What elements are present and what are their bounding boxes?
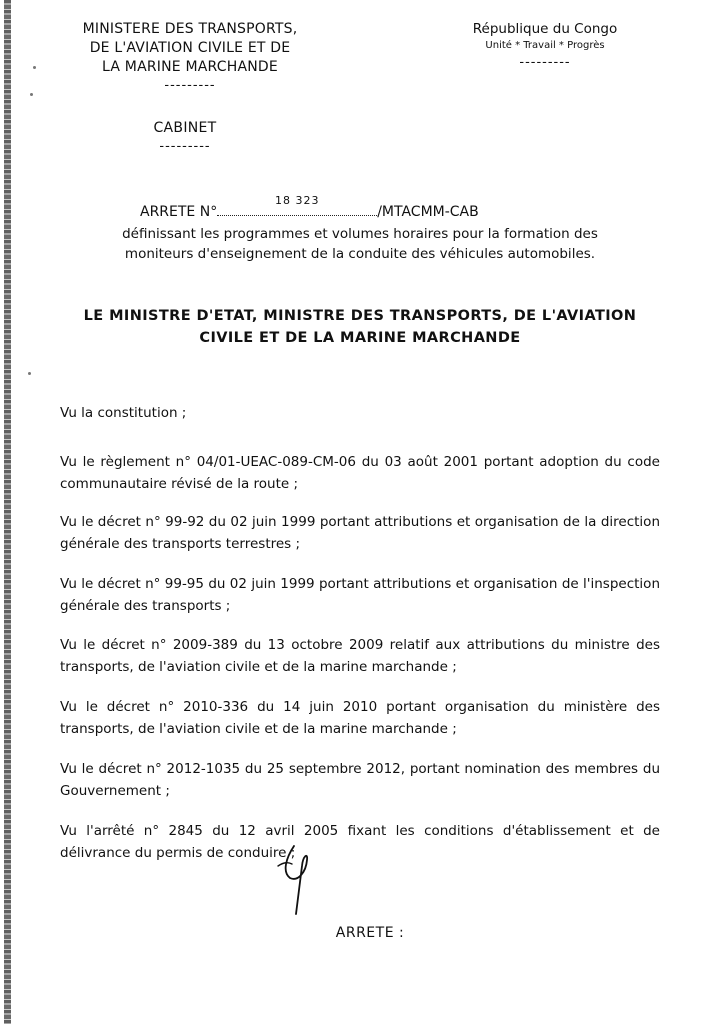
visa-paragraph: Vu le décret n° 2012-1035 du 25 septembre 2012, portant nomination des membres du Gouvernement ;	[60, 761, 660, 799]
scan-speck	[33, 66, 36, 69]
decree-number: 18 323	[274, 194, 320, 207]
visa-paragraph: Vu le décret n° 2009-389 du 13 octobre 2009 relatif aux attributions du ministre des transports, de l'aviation civile et de la marine marchande ;	[60, 637, 660, 675]
decree-number-field	[217, 194, 377, 216]
ministry-line: MINISTERE DES TRANSPORTS,	[82, 21, 298, 37]
visa-paragraph: Vu le règlement n° 04/01-UEAC-089-CM-06 du 03 août 2001 portant adoption du code communautaire révisé de la route ;	[60, 454, 660, 492]
ministry-header	[40, 20, 340, 95]
scan-speck	[28, 372, 31, 375]
cabinet-separator: ---------	[159, 139, 211, 154]
decree-subtitle	[60, 224, 660, 264]
visa-paragraph: Vu le décret n° 2010-336 du 14 juin 2010 portant organisation du ministère des transports, de l'aviation civile et de la marine marchande ;	[60, 699, 660, 737]
republic-separator: ---------	[519, 55, 571, 70]
republic-header	[450, 20, 640, 72]
handwritten-signature	[276, 838, 326, 918]
ministry-line: DE L'AVIATION CIVILE ET DE	[89, 40, 291, 56]
scan-edge	[4, 0, 11, 1024]
republic-name: République du Congo	[472, 21, 618, 37]
cabinet-label: CABINET	[153, 120, 217, 136]
ministry-line: LA MARINE MARCHANDE	[102, 59, 278, 75]
ministry-separator: ---------	[164, 78, 216, 93]
decree-suffix: /MTACMM-CAB	[377, 204, 479, 220]
visa-paragraph: Vu le décret n° 99-95 du 02 juin 1999 portant attributions et organisation de l'inspection générale des transports ;	[60, 576, 660, 614]
decree-subtitle-line: moniteurs d'enseignement de la conduite des véhicules automobiles.	[124, 246, 596, 262]
minister-title-line: CIVILE ET DE LA MARINE MARCHANDE	[199, 330, 521, 346]
minister-title-line: LE MINISTRE D'ETAT, MINISTRE DES TRANSPORTS, DE L'AVIATION	[83, 308, 637, 324]
scan-speck	[30, 93, 33, 96]
decree-closing: ARRETE :	[335, 925, 405, 941]
minister-title	[40, 305, 680, 349]
decree-number-line	[140, 194, 600, 222]
republic-motto: Unité * Travail * Progrès	[485, 40, 605, 51]
visa-paragraph: Vu l'arrêté n° 2845 du 12 avril 2005 fixant les conditions d'établissement et de délivrance du permis de conduire ;	[60, 823, 660, 861]
decree-subtitle-line: définissant les programmes et volumes horaires pour la formation des	[122, 226, 598, 242]
visa-paragraph: Vu la constitution ;	[60, 405, 187, 421]
decree-prefix: ARRETE N°	[140, 204, 218, 220]
visa-paragraph: Vu le décret n° 99-92 du 02 juin 1999 portant attributions et organisation de la direction générale des transports terrestres ;	[60, 514, 660, 552]
cabinet-block	[110, 118, 260, 156]
